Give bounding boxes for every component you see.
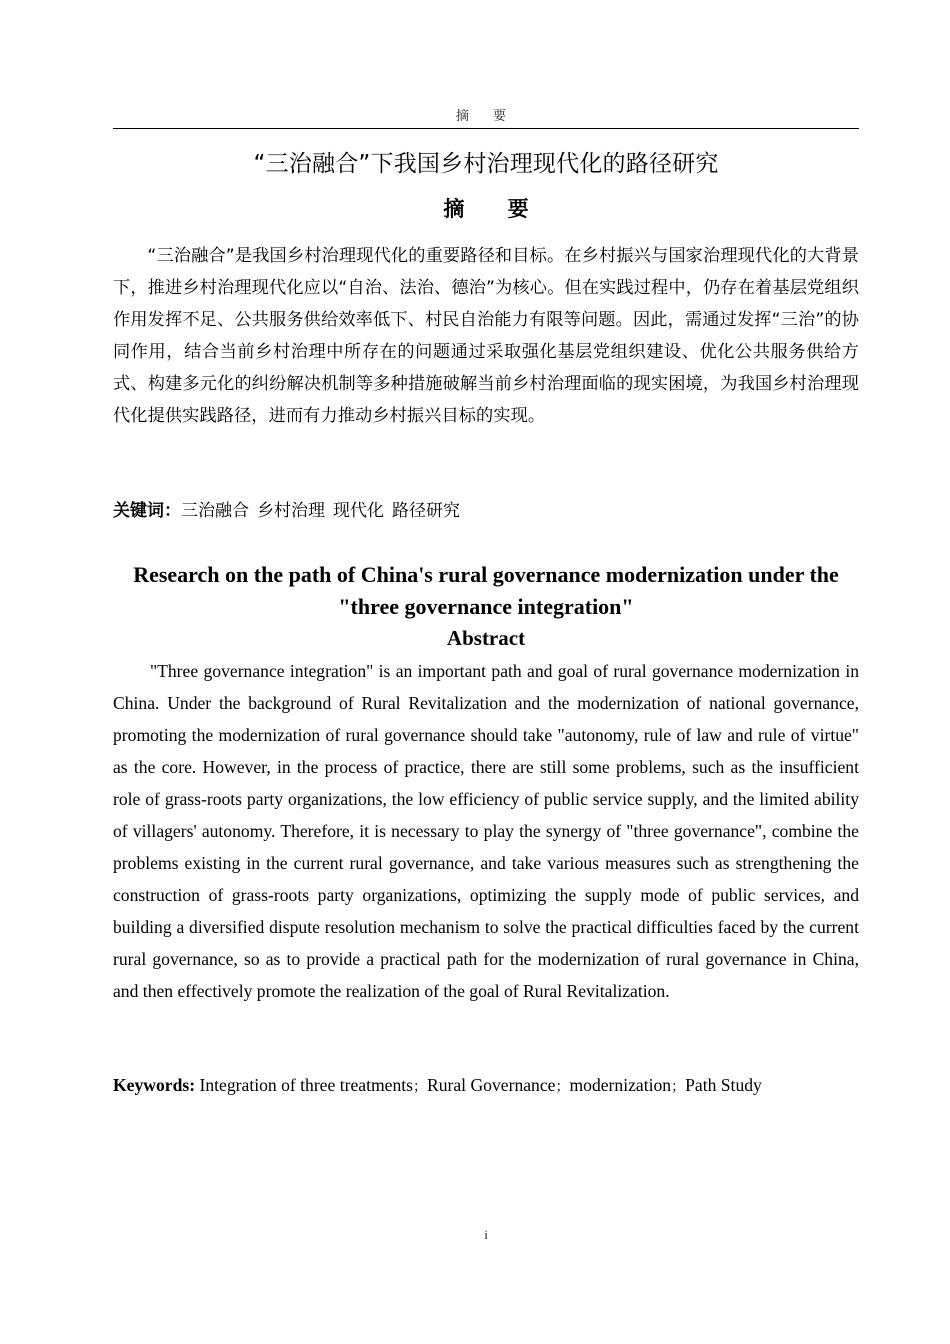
running-header: 摘 要 — [455, 109, 517, 124]
chinese-keyword: 乡村治理 — [257, 501, 325, 521]
english-title: Research on the path of China's rural governance modernization under the "three governance integration" — [133, 562, 839, 619]
english-keyword: modernization — [569, 1075, 672, 1095]
keyword-separator: ； — [555, 1079, 570, 1095]
keyword-separator: ； — [671, 1079, 686, 1095]
english-keyword: Path Study — [685, 1075, 762, 1095]
chinese-title: “三治融合”下我国乡村治理现代化的路径研究 — [253, 151, 719, 177]
chinese-keyword: 三治融合 — [181, 501, 249, 521]
header-rule — [113, 128, 859, 129]
chinese-keywords — [113, 496, 859, 526]
keyword-separator: ； — [412, 1079, 427, 1095]
english-keyword: Rural Governance — [426, 1075, 556, 1095]
chinese-keywords-label: 关键词： — [113, 501, 181, 521]
english-keywords-label: Keywords: — [113, 1075, 196, 1095]
english-abstract-body: "Three governance integration" is an important path and goal of rural governance modernization in China. Under the background of Rural Revitalization and the modernization of national governance, promoting the modernization of rural governance should take "autonomy, rule of law and rule of virtue" as the core. However, in the process of practice, there are still some problems, such as the insufficient role of grass-roots party organizations, the low efficiency of public service supply, and the limited ability of villagers' autonomy. Therefore, it is necessary to play the synergy of "three governance", combine the problems existing in the current rural governance, and take various measures such as strengthening the construction of grass-roots party organizations, optimizing the supply mode of public services, and building a diversified dispute resolution mechanism to solve the practical difficulties faced by the current rural governance, so as to provide a practical path for the modernization of rural governance in China, and then effectively promote the realization of the goal of Rural Revitalization. — [113, 661, 859, 1001]
english-keywords — [113, 1070, 873, 1102]
english-keyword: Integration of three treatments — [199, 1075, 413, 1095]
chinese-keyword: 现代化 — [333, 501, 384, 521]
chinese-abstract-heading: 摘 要 — [443, 197, 547, 221]
english-abstract-heading: Abstract — [446, 626, 526, 650]
page-number: i — [484, 1227, 488, 1242]
chinese-abstract-body: “三治融合”是我国乡村治理现代化的重要路径和目标。在乡村振兴与国家治理现代化的大背景下，推进乡村治理现代化应以“自治、法治、德治”为核心。但在实践过程中，仍存在着基层党组织作用发挥不足、公共服务供给效率低下、村民自治能力有限等问题。因此，需通过发挥“三治”的协同作用，结合当前乡村治理中所存在的问题通过采取强化基层党组织建设、优化公共服务供给方式、构建多元化的纠纷解决机制等多种措施破解当前乡村治理面临的现实困境，为我国乡村治理现代化提供实践路径，进而有力推动乡村振兴目标的实现。 — [113, 246, 859, 426]
chinese-keyword: 路径研究 — [392, 501, 460, 521]
